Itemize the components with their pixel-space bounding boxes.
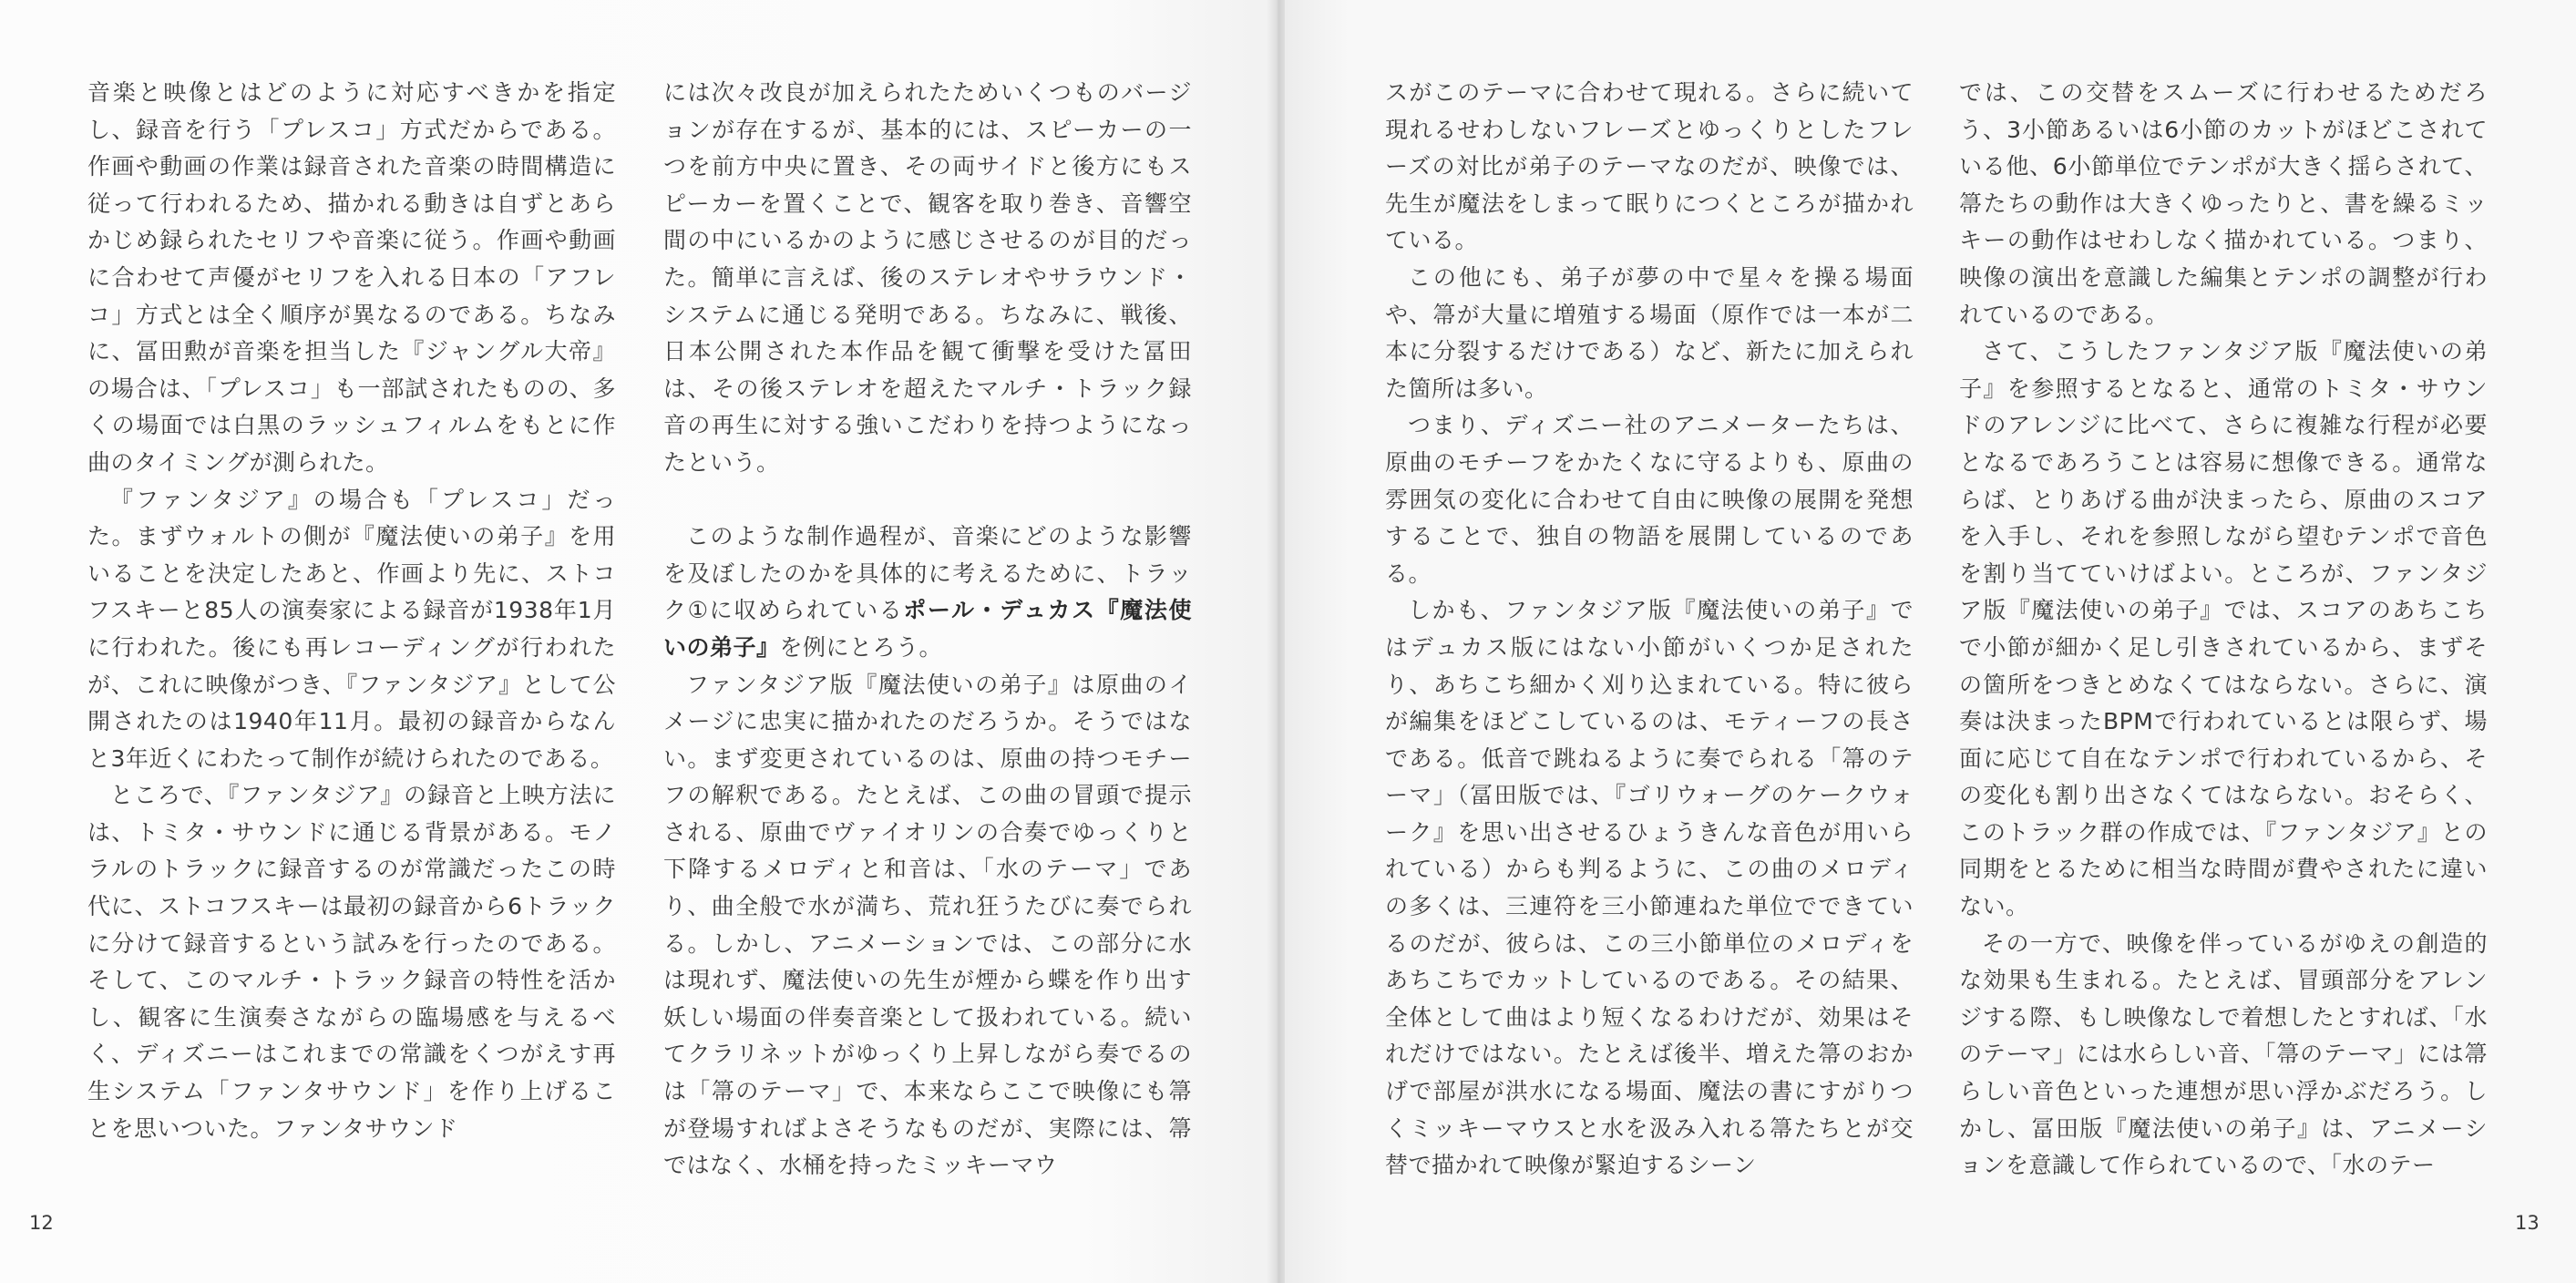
paragraph: さて、こうしたファンタジア版『魔法使いの弟子』を参照するとなると、通常のトミタ・サウンドのアレンジに比べて、さらに複雑な行程が必要となるであろうことは容易に想像できる。通常ならば、とりあげる曲が決まったら、原曲のスコアを入手し、それを参照しながら望むテンポで音色を割り当てていけばよい。ところが、ファンタジア版『魔法使いの弟子』では、スコアのあちこちで小節が細かく足し引きされているから、まずその箇所をつきとめなくてはならない。さらに、演奏は決まったBPMで行われているとは限らず、場面に応じて自在なテンポで行われているから、その変化も割り出さなくてはならない。おそらく、このトラック群の作成では、『ファンタジア』との同期をとるために相当な時間が費やされたに違いない。 xyxy=(1959,338,2488,920)
left-page-column-1 xyxy=(87,75,616,1147)
track-title: ポール・デュカス『魔法使いの弟子』 xyxy=(663,597,1192,661)
paragraph: ファンタジア版『魔法使いの弟子』は原曲のイメージに忠実に描かれたのだろうか。そうではない。まず変更されているのは、原曲の持つモチーフの解釈である。たとえば、この曲の冒頭で提示される、原曲でヴァイオリンの合奏でゆっくりと下降するメロディと和音は、「水のテーマ」であり、曲全般で水が満ち、荒れ狂うたびに奏でられる。しかし、アニメーションでは、この部分に水は現れず、魔法使いの先生が煙から蝶を作り出す妖しい場面の伴奏音楽として扱われている。続いてクラリネットがゆっくり上昇しながら奏でるのは「箒のテーマ」で、本来ならここで映像にも箒が登場すればよさそうなものだが、実際には、箒ではなく、水桶を持ったミッキーマウ xyxy=(663,671,1192,1179)
page-number: 12 xyxy=(29,1212,54,1234)
paragraph-text: このような制作過程が、音楽にどのような影響を及ぼしたのかを具体的に考えるために、トラック①に収められている xyxy=(663,523,1192,624)
paragraph: その一方で、映像を伴っているがゆえの創造的な効果も生まれる。たとえば、冒頭部分をアレンジする際、もし映像なしで着想したとすれば、「水のテーマ」には水らしい音、「箒のテーマ」には箒らしい音色といった連想が思い浮かぶだろう。しかし、冨田版『魔法使いの弟子』は、アニメーションを意識して作られているので、「水のテー xyxy=(1959,929,2488,1179)
page-number: 13 xyxy=(2515,1212,2540,1234)
paragraph xyxy=(663,518,1192,666)
paragraph: ところで、『ファンタジア』の録音と上映方法には、トミタ・サウンドに通じる背景がある。モノラルのトラックに録音するのが常識だったこの時代に、ストコフスキーは最初の録音から6トラックに分けて録音するという試みを行ったのである。そして、このマルチ・トラック録音の特性を活かし、観客に生演奏さながらの臨場感を与えるべく、ディズニーはこれまでの常識をくつがえす再生システム「ファンタサウンド」を作り上げることを思いついた。ファンタサウンド xyxy=(87,782,616,1142)
right-page-column-1 xyxy=(1385,75,1914,1185)
left-page xyxy=(0,0,1276,1283)
paragraph-text: を例にとろう。 xyxy=(779,633,943,661)
right-page-column-2 xyxy=(1959,75,2488,1185)
paragraph: スがこのテーマに合わせて現れる。さらに続いて現れるせわしないフレーズとゆっくりとしたフレーズの対比が弟子のテーマなのだが、映像では、先生が魔法をしまって眠りにつくところが描かれている。 xyxy=(1385,79,1914,254)
paragraph: 『ファンタジア』の場合も「プレスコ」だった。まずウォルトの側が『魔法使いの弟子』を用いることを決定したあと、作画より先に、ストコフスキーと85人の演奏家による録音が1938年1月に行われた。後にも再レコーディングが行われたが、これに映像がつき、『ファンタジア』として公開されたのは1940年11月。最初の録音からなんと3年近くにわたって制作が続けられたのである。 xyxy=(87,486,616,772)
paragraph: つまり、ディズニー社のアニメーターたちは、原曲のモチーフをかたくなに守るよりも、原曲の雰囲気の変化に合わせて自由に映像の展開を発想することで、独自の物語を展開しているのである。 xyxy=(1385,412,1914,587)
paragraph: では、この交替をスムーズに行わせるためだろう、3小節あるいは6小節のカットがほどこされている他、6小節単位でテンポが大きく揺らされて、箒たちの動作は大きくゆったりと、書を繰るミッキーの動作はせわしなく描かれている。つまり、映像の演出を意識した編集とテンポの調整が行われているのである。 xyxy=(1959,79,2488,328)
right-page xyxy=(1285,0,2576,1283)
paragraph: この他にも、弟子が夢の中で星々を操る場面や、箒が大量に増殖する場面（原作では一本が二本に分裂するだけである）など、新たに加えられた箇所は多い。 xyxy=(1385,263,1914,402)
left-page-column-2 xyxy=(663,75,1192,1185)
paragraph: には次々改良が加えられたためいくつものバージョンが存在するが、基本的には、スピーカーの一つを前方中央に置き、その両サイドと後方にもスピーカーを置くことで、観客を取り巻き、音響空間の中にいるかのように感じさせるのが目的だった。簡単に言えば、後のステレオやサラウンド・システムに通じる発明である。ちなみに、戦後、日本公開された本作品を観て衝撃を受けた冨田は、その後ステレオを超えたマルチ・トラック録音の再生に対する強いこだわりを持つようになったという。 xyxy=(663,79,1192,476)
paragraph: 音楽と映像とはどのように対応すべきかを指定し、録音を行う「プレスコ」方式だからである。作画や動画の作業は録音された音楽の時間構造に従って行われるため、描かれる動きは自ずとあらかじめ録られたセリフや音楽に従う。作画や動画に合わせて声優がセリフを入れる日本の「アフレコ」方式とは全く順序が異なるのである。ちなみに、冨田勲が音楽を担当した『ジャングル大帝』の場合は、「プレスコ」も一部試されたものの、多くの場面では白黒のラッシュフィルムをもとに作曲のタイミングが測られた。 xyxy=(87,79,616,476)
paragraph: しかも、ファンタジア版『魔法使いの弟子』ではデュカス版にはない小節がいくつか足されたり、あちこち細かく刈り込まれている。特に彼らが編集をほどこしているのは、モティーフの長さである。低音で跳ねるように奏でられる「箒のテーマ」（冨田版では、『ゴリウォーグのケークウォーク』を思い出させるひょうきんな音色が用いられている）からも判るように、この曲のメロディの多くは、三連符を三小節連ねた単位でできているのだが、彼らは、この三小節単位のメロディをあちこちでカットしているのである。その結果、全体として曲はより短くなるわけだが、効果はそれだけではない。たとえば後半、増えた箒のおかげで部屋が洪水になる場面、魔法の書にすがりつくミッキーマウスと水を汲み入れる箒たちとが交替で描かれて映像が緊迫するシーン xyxy=(1385,597,1914,1179)
